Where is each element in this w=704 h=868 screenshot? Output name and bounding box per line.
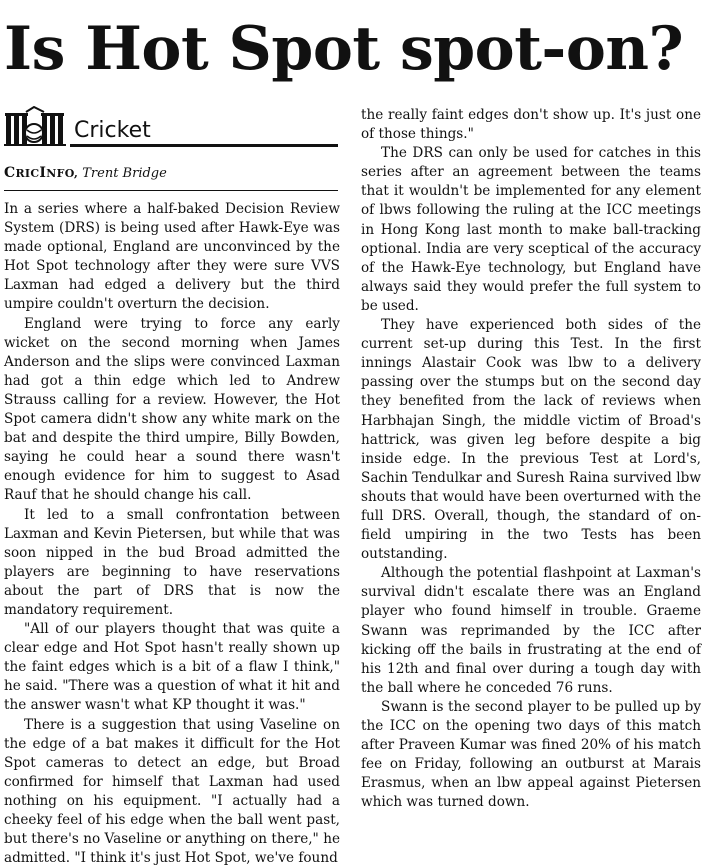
headline: Is Hot Spot spot-on? — [4, 14, 684, 84]
paragraph: Swann is the second player to be pulled up by the ICC on the opening two days of this match after Praveen Kumar was fined 20% of his match fee on Friday, following an outburst at Marais Erasmus, when an lbw appeal against Pietersen which was turned down. — [361, 698, 701, 811]
byline-source: CRICINFO, — [4, 165, 79, 181]
paragraph: They have experienced both sides of the current set-up during this Test. In the first innings Alastair Cook was lbw to a delivery passing over the stumps but on the second day they benefited from the lack of reviews when Harbhajan Singh, the middle victim of Broad's hattrick, was given leg before despite a big inside edge. In the previous Test at Lord's, Sachin Tendulkar and Suresh Raina survived lbw shouts that would have been overturned with the full DRS. Overall, though, the standard of on-field umpiring in the two Tests has been outstanding. — [361, 317, 701, 563]
section-label: Cricket — [74, 118, 151, 143]
cricket-stumps-icon — [4, 106, 66, 150]
byline-location: Trent Bridge — [82, 166, 167, 181]
byline — [4, 164, 338, 183]
paragraph: England were trying to force any early wicket on the second morning when James Anderson and the slips were convinced Laxman had got a thin edge which led to Andrew Strauss calling for a review. However, the Hot Spot camera didn't show any white mark on the bat and despite the third umpire, Billy Bowden, saying he could hear a sound there wasn't enough evidence for him to suggest to Asad Rauf that he should change his call. — [4, 315, 340, 504]
paragraph-continuation: the really faint edges don't show up. It's just one of those things." — [361, 107, 701, 143]
paragraph: The DRS can only be used for catches in this series after an agreement between the teams that it wouldn't be implemented for any element of lbws following the ruling at the ICC meetings in Hong Kong last month to make ball-tracking optional. India are very sceptical of the accuracy of the Hawk-Eye technology, but England have always said they would prefer the full system to be used. — [361, 145, 701, 314]
section-rule — [70, 144, 338, 147]
paragraph: In a series where a half-baked Decision Review System (DRS) is being used after Hawk-Eye was made optional, England are unconvinced by the Hot Spot technology after they were sure VVS Laxman had edged a delivery but the third umpire couldn't overturn the decision. — [4, 201, 340, 313]
article-column-right — [361, 106, 701, 812]
byline-divider — [4, 190, 338, 191]
paragraph: Although the potential flashpoint at Laxman's survival didn't escalate there was an England player who found himself in trouble. Graeme Swann was reprimanded by the ICC after kicking off the bails in frustrating at the end of his 12th and final over during a tough day with the ball where he conceded 76 runs. — [361, 565, 701, 696]
article-column-left — [4, 200, 340, 868]
paragraph: It led to a small confrontation between Laxman and Kevin Pietersen, but while that was soon nipped in the bud Broad admitted the players are beginning to have reservations about the part of DRS that is now the mandatory requirement. — [4, 506, 340, 618]
section-header — [4, 106, 338, 150]
paragraph: "All of our players thought that was quite a clear edge and Hot Spot hasn't really shown up the faint edges which is a bit of a flaw I think," he said. "There was a question of what it hit and the answer wasn't what KP thought it was." — [4, 621, 340, 714]
paragraph: There is a suggestion that using Vaseline on the edge of a bat makes it difficult for the Hot Spot cameras to detect an edge, but Broad confirmed for himself that Laxman had used nothing on his equipment. "I actually had a cheeky feel of his edge when the ball went past, but there's no Vaseline or anything on there," he admitted. "I think it's just Hot Spot, we've found — [4, 716, 340, 867]
